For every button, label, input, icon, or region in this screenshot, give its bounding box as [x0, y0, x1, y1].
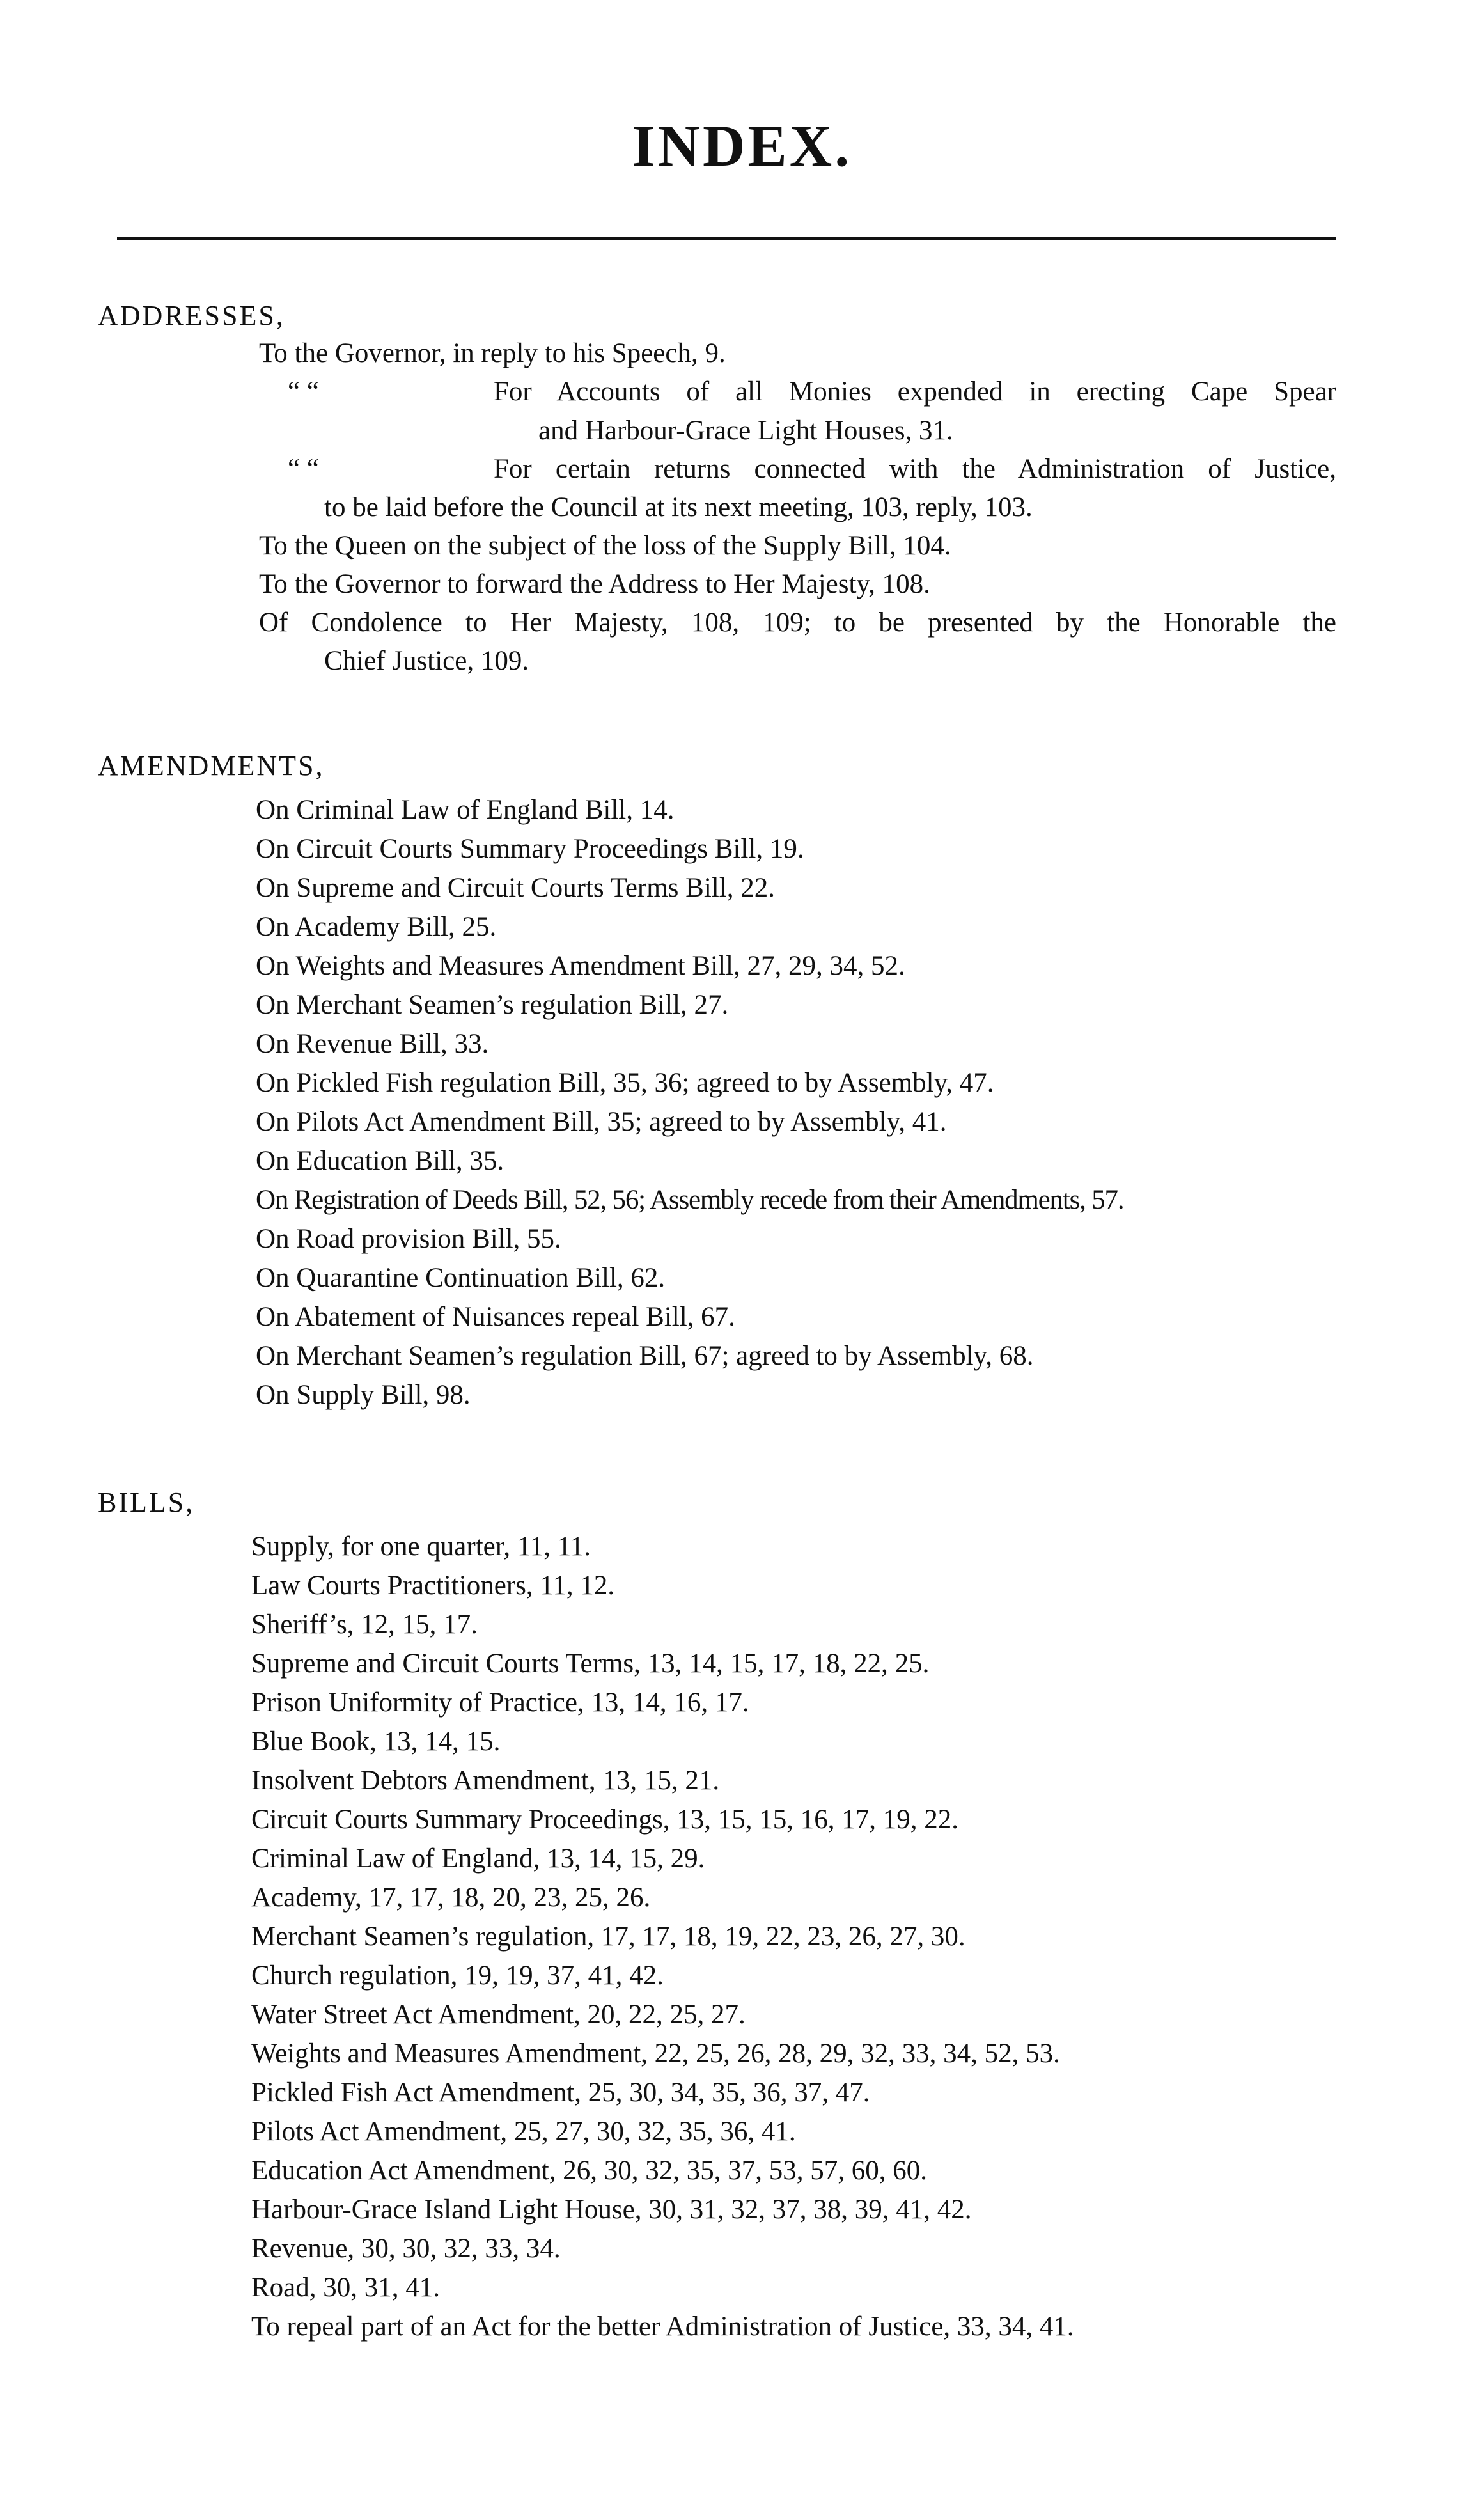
index-entry: Insolvent Debtors Amendment, 13, 15, 21. [251, 1766, 720, 1796]
index-entry: Pickled Fish Act Amendment, 25, 30, 34, 35, 36, 37, 47. [251, 2078, 870, 2108]
ditto-mark: “ “ [288, 377, 319, 407]
index-entry: For Accounts of all Monies expended in erecting Cape Spear [494, 377, 1336, 407]
index-entry: Supply, for one quarter, 11, 11. [251, 1532, 591, 1562]
index-entry: To the Governor to forward the Address to Her Majesty, 108. [259, 569, 930, 599]
index-entry: On Pilots Act Amendment Bill, 35; agreed to by Assembly, 41. [256, 1107, 947, 1137]
index-entry: On Revenue Bill, 33. [256, 1029, 489, 1059]
index-entry: Pilots Act Amendment, 25, 27, 30, 32, 35, 36, 41. [251, 2117, 796, 2147]
index-entry: On Criminal Law of England Bill, 14. [256, 795, 675, 825]
index-entry: Water Street Act Amendment, 20, 22, 25, 27. [251, 2000, 746, 2030]
index-entry: Church regulation, 19, 19, 37, 41, 42. [251, 1961, 664, 1991]
index-entry: On Merchant Seamen’s regulation Bill, 27. [256, 990, 729, 1020]
index-entry: For certain returns connected with the Administration of Justice, [494, 454, 1336, 484]
index-entry: On Road provision Bill, 55. [256, 1224, 561, 1254]
index-entry: Prison Uniformity of Practice, 13, 14, 16, 17. [251, 1688, 749, 1718]
index-entry: On Supply Bill, 98. [256, 1380, 471, 1410]
index-entry: To the Queen on the subject of the loss of the Supply Bill, 104. [259, 531, 951, 561]
ditto-mark: “ “ [288, 454, 319, 484]
page-title: INDEX. [632, 113, 852, 178]
index-entry: Blue Book, 13, 14, 15. [251, 1727, 501, 1757]
index-entry: Of Condolence to Her Majesty, 108, 109; to be presented by the Honorable the [259, 607, 1336, 638]
index-entry: Circuit Courts Summary Proceedings, 13, 15, 15, 16, 17, 19, 22. [251, 1805, 958, 1835]
index-entry: Criminal Law of England, 13, 14, 15, 29. [251, 1844, 705, 1874]
index-entry: Sheriff’s, 12, 15, 17. [251, 1610, 478, 1640]
section-heading-addresses: ADDRESSES, [98, 300, 285, 331]
index-entry: Supreme and Circuit Courts Terms, 13, 14, 15, 17, 18, 22, 25. [251, 1649, 930, 1679]
index-entry: On Abatement of Nuisances repeal Bill, 67. [256, 1302, 735, 1332]
index-entry: To the Governor, in reply to his Speech, 9. [259, 338, 726, 368]
index-entry: On Supreme and Circuit Courts Terms Bill, 22. [256, 873, 775, 903]
section-heading-amendments: AMENDMENTS, [98, 750, 325, 781]
index-entry-continuation: to be laid before the Council at its next meeting, 103, reply, 103. [324, 492, 1033, 522]
index-entry: On Registration of Deeds Bill, 52, 56; Assembly recede from their Amendments, 57. [256, 1185, 1124, 1215]
index-entry-continuation: and Harbour-Grace Light Houses, 31. [538, 416, 953, 446]
index-entry: Road, 30, 31, 41. [251, 2273, 441, 2303]
index-entry: Education Act Amendment, 26, 30, 32, 35, 37, 53, 57, 60, 60. [251, 2156, 927, 2186]
index-entry: Law Courts Practitioners, 11, 12. [251, 1571, 615, 1601]
index-entry: On Weights and Measures Amendment Bill, 27, 29, 34, 52. [256, 951, 905, 981]
index-entry: On Quarantine Continuation Bill, 62. [256, 1263, 666, 1293]
index-entry: Weights and Measures Amendment, 22, 25, 26, 28, 29, 32, 33, 34, 52, 53. [251, 2039, 1060, 2069]
index-entry: Revenue, 30, 30, 32, 33, 34. [251, 2234, 561, 2264]
section-heading-bills: BILLS, [98, 1487, 195, 1518]
index-entry-continuation: Chief Justice, 109. [324, 646, 529, 676]
index-entry: On Education Bill, 35. [256, 1146, 504, 1176]
index-entry: On Academy Bill, 25. [256, 912, 497, 942]
index-entry: On Merchant Seamen’s regulation Bill, 67; agreed to by Assembly, 68. [256, 1341, 1034, 1371]
index-entry: Harbour-Grace Island Light House, 30, 31, 32, 37, 38, 39, 41, 42. [251, 2195, 972, 2225]
index-entry: On Circuit Courts Summary Proceedings Bill, 19. [256, 834, 804, 864]
index-entry: Merchant Seamen’s regulation, 17, 17, 18, 19, 22, 23, 26, 27, 30. [251, 1922, 965, 1952]
title-divider [117, 237, 1336, 240]
index-entry: Academy, 17, 17, 18, 20, 23, 25, 26. [251, 1883, 651, 1913]
index-entry: On Pickled Fish regulation Bill, 35, 36; agreed to by Assembly, 47. [256, 1068, 994, 1098]
index-entry: To repeal part of an Act for the better Administration of Justice, 33, 34, 41. [251, 2312, 1074, 2342]
